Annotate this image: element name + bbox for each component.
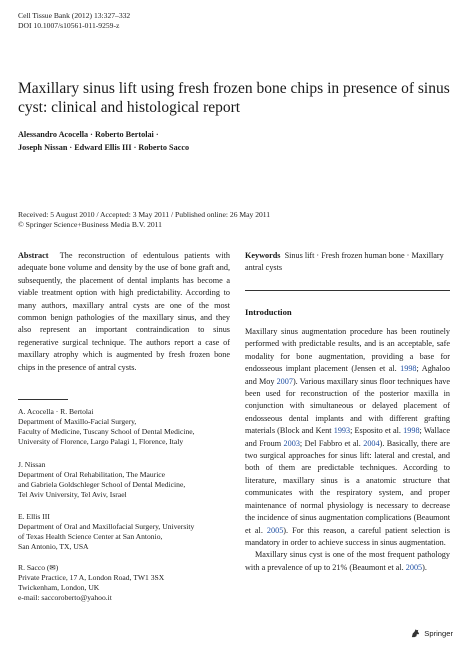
- affiliation-divider: [18, 399, 68, 400]
- keywords: [245, 250, 450, 275]
- affiliation-line: Department of Oral Rehabilitation, The Maurice: [18, 470, 166, 479]
- text-run: ; Del Fabbro et al.: [299, 438, 364, 448]
- abstract-label: Abstract: [18, 251, 49, 260]
- affiliation-line: Department of Oral and Maxillofacial Surgery, University: [18, 522, 195, 531]
- affiliation-line: Private Practice, 17 A, London Road, TW1 3SX: [18, 573, 165, 582]
- citation-link[interactable]: 1993: [333, 426, 351, 436]
- publication-dates: [18, 210, 458, 230]
- affiliation-line: San Antonio, TX, USA: [18, 542, 89, 551]
- text-run: ; Wallace and Froum: [245, 426, 450, 448]
- text-run: ). Basically, there are two surgical approaches for sinus lift: lateral and crestal, and both of them are predictable techniques. According to literature, maxillary sinus is a anatomic structure that communicates with the respiratory system, and proper maintenance of normal physiology is necessary to decrease the incidence of sinus augmentation complications (Beaumont et al.: [245, 438, 450, 535]
- affiliation-3: [18, 512, 230, 552]
- introduction-paragraph-2: [245, 549, 450, 574]
- author-line-1: Alessandro Acocella · Roberto Bertolai ·: [18, 130, 159, 139]
- affiliation-line: of Texas Health Science Center at San Antonio,: [18, 532, 163, 541]
- affiliation-authors: J. Nissan: [18, 460, 46, 469]
- text-run: ). Various maxillary sinus floor techniques have been used for reconstruction of the posterior maxilla in conjunction with simultaneous or delayed placement of endosseous dental implants and with different grafting materials (Block and Kent: [245, 376, 450, 436]
- doi: DOI 10.1007/s10561-011-9259-z: [18, 21, 120, 30]
- affiliation-line: Faculty of Medicine, Tuscany School of Dental Medicine,: [18, 427, 195, 436]
- article-title: Maxillary sinus lift using fresh frozen bone chips in presence of sinus cyst: clinical and histological report: [18, 80, 450, 116]
- citation-link[interactable]: 2005: [405, 562, 423, 572]
- text-run: Maxillary sinus augmentation procedure has been routinely performed with predictable results, and is an acceptable, safe modality for bone augmentation, providing a base for endosseous implant placement (Jensen et al.: [245, 327, 450, 374]
- affiliation-authors: E. Ellis III: [18, 512, 50, 521]
- introduction-body: [245, 326, 450, 574]
- copyright-line: © Springer Science+Business Media B.V. 2011: [18, 220, 162, 229]
- abstract-text: The reconstruction of edentulous patients with adequate bone volume and density by the use of bone graft and, subsequently, the placement of dental implants has become a viable treatment option with high predictability. According to many authors, maxillary antral cysts are one of the most common benign pathologies of the maxillary sinus, and they also represent an important contraindication to sinus regenerative surgical technique. The authors report a case of maxillary atrophy which is augmented by fresh frozen bone chips in the presence of antral cysts.: [18, 251, 230, 372]
- contact-email[interactable]: e-mail: saccoroberto@yahoo.it: [18, 593, 112, 602]
- publisher-name: Springer: [424, 629, 453, 638]
- citation-link[interactable]: 2007: [276, 376, 293, 386]
- text-run: ; Aghaloo and Moy: [245, 364, 450, 386]
- text-run: Maxillary sinus cyst is one of the most frequent pathology with a prevalence of up to 21% (Beaumont et al.: [245, 550, 450, 572]
- citation-link[interactable]: 2005: [266, 525, 284, 535]
- citation-link[interactable]: 1998: [403, 426, 420, 436]
- text-run: ). For this reason, a careful patient selection is mandatory in order to achieve success in sinus augmentation.: [245, 525, 450, 547]
- introduction-paragraph-1: [245, 326, 450, 549]
- abstract: [18, 250, 230, 374]
- section-heading-introduction: Introduction: [245, 307, 292, 317]
- citation-link[interactable]: 2004: [363, 438, 380, 448]
- keywords-text: Sinus lift · Fresh frozen human bone · Maxillary antral cysts: [245, 251, 444, 273]
- affiliation-authors: A. Acocella · R. Bertolai: [18, 407, 94, 416]
- affiliation-2: [18, 460, 230, 500]
- publisher-logo: [410, 628, 453, 639]
- text-run: ; Esposito et al.: [350, 426, 404, 436]
- keywords-divider: [245, 290, 450, 291]
- affiliation-4: [18, 563, 230, 603]
- affiliation-authors: R. Sacco (✉): [18, 563, 59, 572]
- affiliation-line: University of Florence, Largo Palagi 1, Florence, Italy: [18, 437, 184, 446]
- keywords-label: Keywords: [245, 251, 281, 260]
- received-line: Received: 5 August 2010 / Accepted: 3 May 2011 / Published online: 26 May 2011: [18, 210, 271, 219]
- text-run: ).: [422, 562, 427, 572]
- affiliation-line: Department of Maxillo-Facial Surgery,: [18, 417, 137, 426]
- affiliation-line: Tel Aviv University, Tel Aviv, Israel: [18, 490, 127, 499]
- author-list: [18, 128, 458, 154]
- journal-header: [18, 11, 130, 31]
- journal-citation: Cell Tissue Bank (2012) 13:327–332: [18, 11, 131, 20]
- citation-link[interactable]: 1998: [400, 364, 417, 374]
- author-line-2: Joseph Nissan · Edward Ellis III · Roberto Sacco: [18, 143, 190, 152]
- affiliation-1: [18, 407, 230, 447]
- citation-link[interactable]: 2003: [283, 438, 300, 448]
- affiliation-line: Twickenham, London, UK: [18, 583, 100, 592]
- springer-horse-icon: [410, 628, 421, 639]
- affiliation-line: and Gabriela Goldschleger School of Dental Medicine,: [18, 480, 186, 489]
